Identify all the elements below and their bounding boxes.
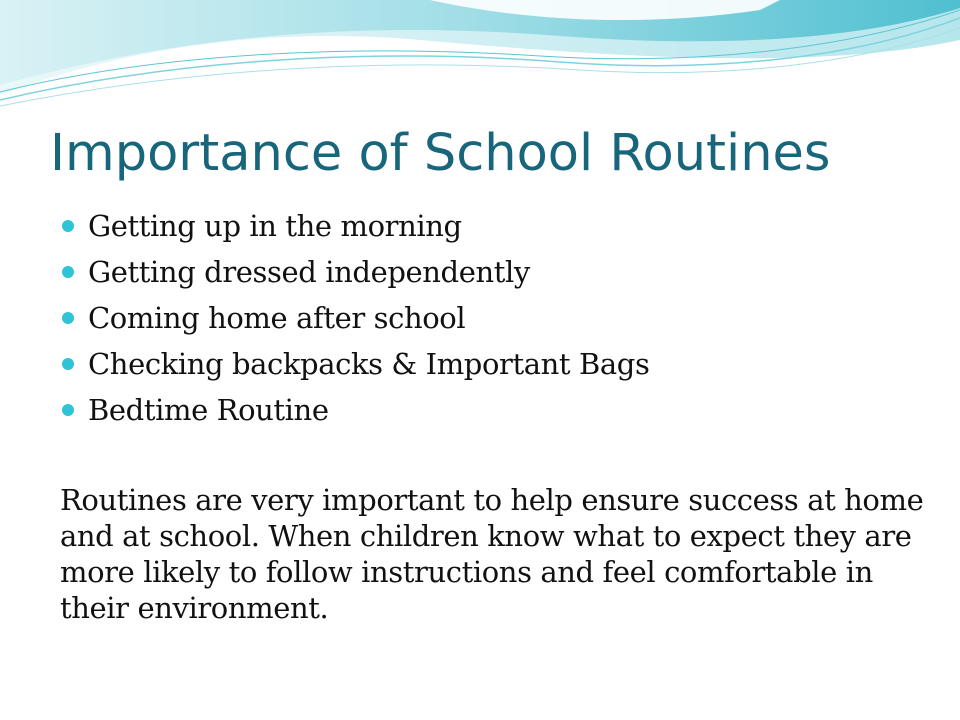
bullet-text: Coming home after school bbox=[88, 301, 466, 335]
header-wave-decoration bbox=[0, 0, 960, 120]
bullet-text: Bedtime Routine bbox=[88, 393, 329, 427]
bullet-item bbox=[62, 341, 649, 387]
slide-title: Importance of School Routines bbox=[50, 124, 831, 183]
body-paragraph: Routines are very important to help ensure success at home and at school. When children know what to expect they are more likely to follow instructions and feel comfortable in their environment. bbox=[60, 483, 924, 625]
bullet-dot-icon bbox=[62, 220, 74, 232]
bullet-item bbox=[62, 387, 649, 433]
bullet-dot-icon bbox=[62, 404, 74, 416]
bullet-list bbox=[62, 203, 649, 433]
bullet-item bbox=[62, 295, 649, 341]
bullet-text: Checking backpacks & Important Bags bbox=[88, 347, 650, 381]
bullet-item bbox=[62, 203, 649, 249]
bullet-dot-icon bbox=[62, 266, 74, 278]
bullet-text: Getting up in the morning bbox=[88, 209, 462, 243]
bullet-dot-icon bbox=[62, 312, 74, 324]
bullet-dot-icon bbox=[62, 358, 74, 370]
bullet-item bbox=[62, 249, 649, 295]
bullet-text: Getting dressed independently bbox=[88, 255, 530, 289]
